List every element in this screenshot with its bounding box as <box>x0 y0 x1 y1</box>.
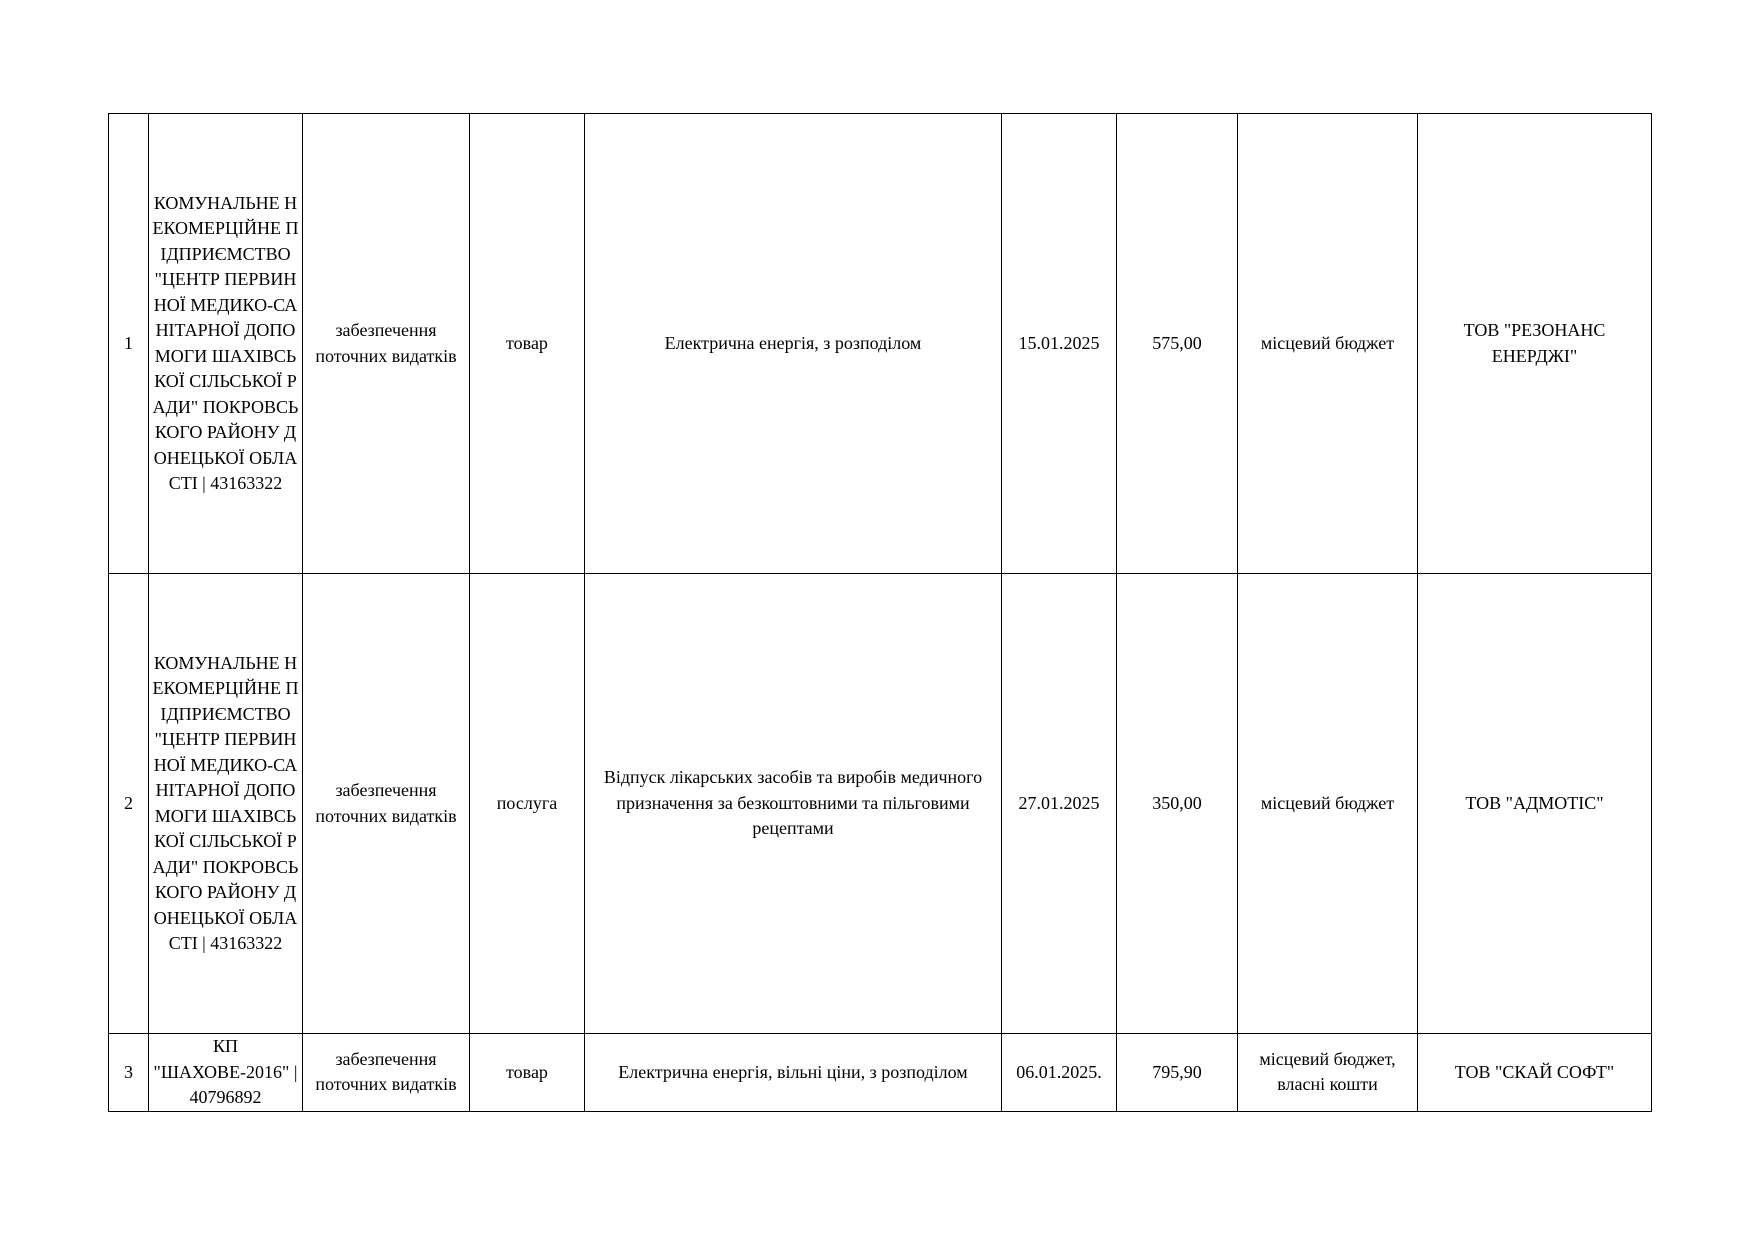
amount-cell: 575,00 <box>1117 114 1238 574</box>
table-row <box>109 1034 1652 1112</box>
type-cell: товар <box>470 114 585 574</box>
table-row <box>109 574 1652 1034</box>
subject-cell: Електрична енергія, вільні ціни, з розподілом <box>585 1034 1002 1112</box>
row-number: 2 <box>109 574 149 1034</box>
type-cell: товар <box>470 1034 585 1112</box>
supplier-cell: ТОВ "АДМОТІС" <box>1418 574 1652 1034</box>
date-cell: 06.01.2025. <box>1002 1034 1117 1112</box>
customer-cell: КОМУНАЛЬНЕ НЕКОМЕРЦІЙНЕ ПІДПРИЄМСТВО "ЦЕНТР ПЕРВИННОЇ МЕДИКО-САНІТАРНОЇ ДОПОМОГИ ШАХІВСЬКОЇ СІЛЬСЬКОЇ РАДИ" ПОКРОВСЬКОГО РАЙОНУ ДОНЕЦЬКОЇ ОБЛАСТІ | 43163322 <box>149 574 303 1034</box>
type-cell: послуга <box>470 574 585 1034</box>
purpose-cell: забезпечення поточних видатків <box>303 574 470 1034</box>
amount-cell: 795,90 <box>1117 1034 1238 1112</box>
purpose-cell: забезпечення поточних видатків <box>303 114 470 574</box>
supplier-cell: ТОВ "РЕЗОНАНС ЕНЕРДЖІ" <box>1418 114 1652 574</box>
date-cell: 27.01.2025 <box>1002 574 1117 1034</box>
subject-cell: Відпуск лікарських засобів та виробів медичного призначення за безкоштовними та пільговими рецептами <box>585 574 1002 1034</box>
subject-cell: Електрична енергія, з розподілом <box>585 114 1002 574</box>
row-number: 3 <box>109 1034 149 1112</box>
date-cell: 15.01.2025 <box>1002 114 1117 574</box>
table-row <box>109 114 1652 574</box>
procurement-table <box>108 113 1652 1112</box>
supplier-cell: ТОВ "СКАЙ СОФТ" <box>1418 1034 1652 1112</box>
customer-cell: КП "ШАХОВЕ-2016" | 40796892 <box>149 1034 303 1112</box>
customer-cell: КОМУНАЛЬНЕ НЕКОМЕРЦІЙНЕ ПІДПРИЄМСТВО "ЦЕНТР ПЕРВИННОЇ МЕДИКО-САНІТАРНОЇ ДОПОМОГИ ШАХІВСЬКОЇ СІЛЬСЬКОЇ РАДИ" ПОКРОВСЬКОГО РАЙОНУ ДОНЕЦЬКОЇ ОБЛАСТІ | 43163322 <box>149 114 303 574</box>
source-cell: місцевий бюджет, власні кошти <box>1238 1034 1418 1112</box>
purpose-cell: забезпечення поточних видатків <box>303 1034 470 1112</box>
amount-cell: 350,00 <box>1117 574 1238 1034</box>
source-cell: місцевий бюджет <box>1238 574 1418 1034</box>
row-number: 1 <box>109 114 149 574</box>
source-cell: місцевий бюджет <box>1238 114 1418 574</box>
